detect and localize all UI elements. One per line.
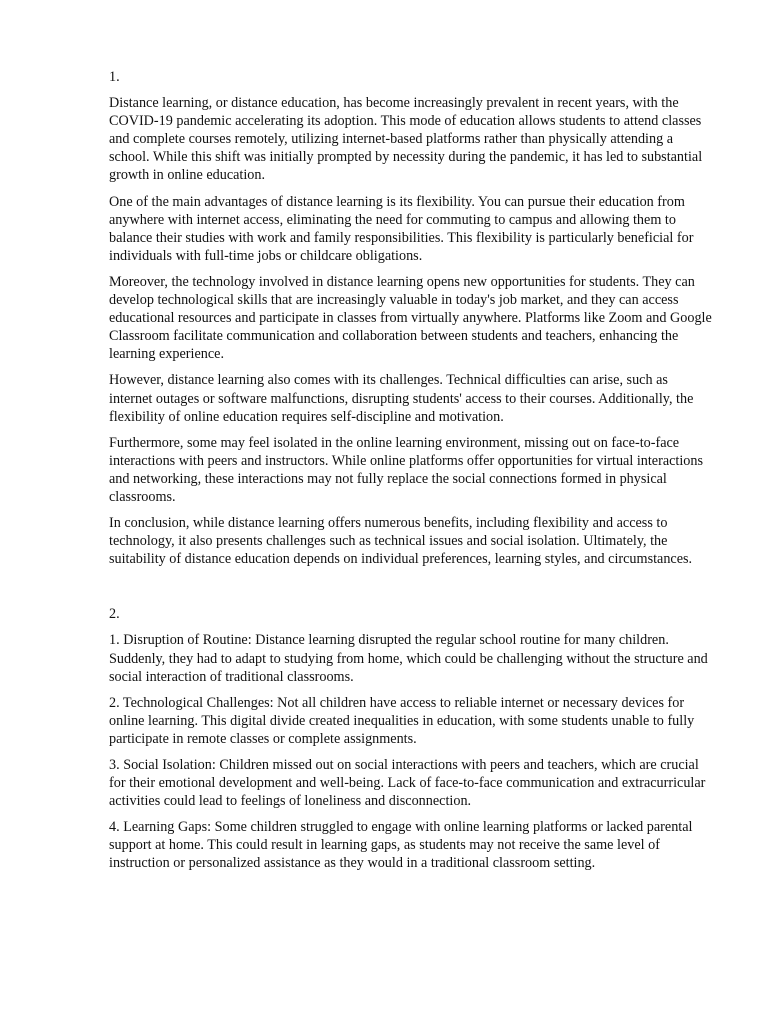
- section-spacer: [109, 576, 713, 605]
- list-item: 2. Technological Challenges: Not all children have access to reliable internet or necessary devices for online learning. This digital divide created inequalities in education, with some students unable to fully participate in remote classes or complete assignments.: [109, 694, 695, 747]
- list-item: 3. Social Isolation: Children missed out on social interactions with peers and teachers, which are crucial for their emotional development and well-being. Lack of face-to-face communication and extracurricular activities could lead to feelings of loneliness and disconnection.: [109, 757, 706, 810]
- paragraph: However, distance learning also comes with its challenges. Technical difficulties can arise, such as internet outages or software malfunctions, disrupting students' access to their courses. Additionally, the flexibility of online education requires self-discipline and motivation.: [109, 372, 694, 425]
- section-number: 2.: [109, 606, 120, 623]
- section-1: [109, 68, 713, 568]
- paragraph: Moreover, the technology involved in distance learning opens new opportunities for students. They can develop technological skills that are increasingly valuable in today's job market, and they can access educational resources and participate in classes from virtually anywhere. Platforms like Zoom and Google Classroom facilitate communication and collaboration between students and teachers, enhancing the learning experience.: [109, 273, 712, 363]
- document-body: [109, 68, 713, 881]
- paragraph: One of the main advantages of distance learning is its flexibility. You can pursue their education from anywhere with internet access, eliminating the need for commuting to campus and allowing them to balance their studies with work and family responsibilities. This flexibility is particularly beneficial for individuals with full-time jobs or childcare obligations.: [109, 193, 694, 264]
- paragraph: Distance learning, or distance education, has become increasingly prevalent in recent years, with the COVID-19 pandemic accelerating its adoption. This mode of education allows students to attend classes and complete courses remotely, utilizing internet-based platforms rather than physically attending a school. While this shift was initially prompted by necessity during the pandemic, it has led to substantial growth in online education.: [109, 95, 703, 184]
- section-number: 1.: [109, 69, 120, 85]
- paragraph: Furthermore, some may feel isolated in the online learning environment, missing out on face-to-face interactions with peers and instructors. While online platforms offer opportunities for virtual interactions and networking, these interactions may not fully replace the social connections formed in physical classrooms.: [109, 434, 704, 505]
- list-item: 1. Disruption of Routine: Distance learning disrupted the regular school routine for many children. Suddenly, they had to adapt to studying from home, which could be challenging without the structure and social interaction of traditional classrooms.: [109, 632, 708, 685]
- paragraph: In conclusion, while distance learning offers numerous benefits, including flexibility and access to technology, it also presents challenges such as technical issues and social isolation. Ultimately, the suitability of distance education depends on individual preferences, learning styles, and circumstances.: [109, 515, 693, 568]
- list-item: 4. Learning Gaps: Some children struggled to engage with online learning platforms or lacked parental support at home. This could result in learning gaps, as students may not receive the same level of instruction or personalized assistance as they would in a traditional classroom setting.: [109, 819, 693, 872]
- section-2: [109, 605, 713, 872]
